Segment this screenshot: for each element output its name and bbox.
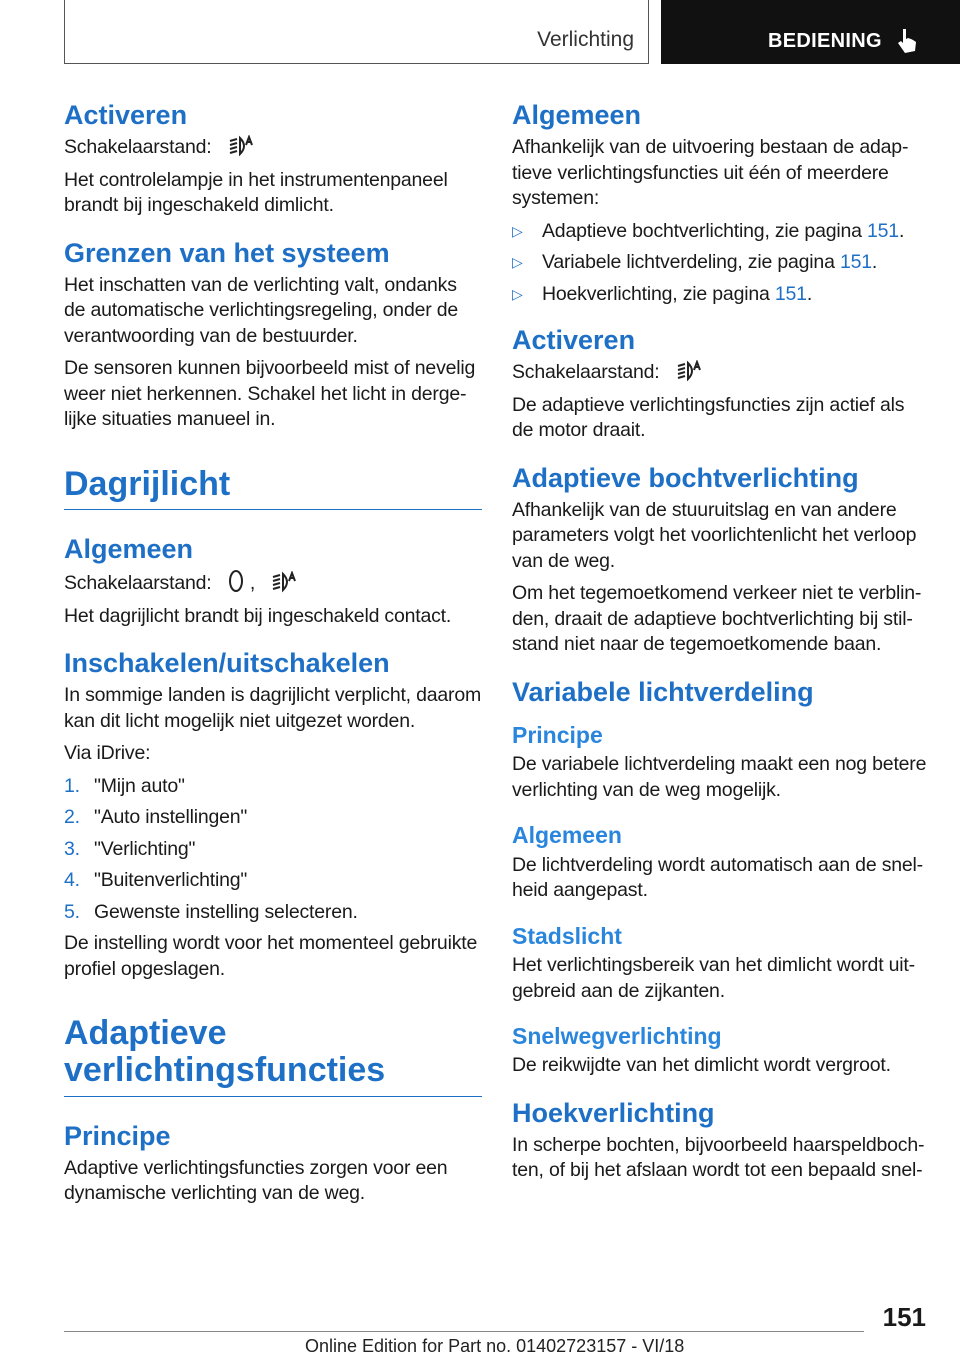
paragraph: De reikwijdte van het dimlicht wordt vergroot.	[512, 1054, 891, 1077]
paragraph: Het inschatten van de verlichting valt, ondanks de automatische verlichtingsregeling, onder de verantwoording van de bestuurder.	[64, 273, 459, 347]
switch-position-line: Schakelaarstand: ,	[64, 569, 482, 597]
list-item: 1. "Mijn auto"	[64, 774, 185, 797]
left-column	[64, 100, 482, 1214]
right-column	[512, 100, 928, 1191]
edition-footer: Online Edition for Part no. 01402723157 - VI/18	[305, 1336, 685, 1356]
footer-divider	[64, 1331, 864, 1332]
list-item: 5. Gewenste instelling selecteren.	[64, 900, 358, 923]
paragraph: In sommige landen is dagrijlicht verplicht, daarom kan dit licht mogelijk niet uitgezet worden.	[64, 684, 482, 732]
pointing-hand-icon	[895, 28, 919, 54]
paragraph: Het controlelampje in het instrumentenpaneel brandt bij ingeschakeld dimlicht.	[64, 168, 448, 217]
subheading-snelwegverlichting: Snelwegverlichting	[512, 1023, 722, 1049]
paragraph: Via iDrive:	[64, 742, 151, 765]
paragraph: De adaptieve verlichtingsfuncties zijn actief als de motor draait.	[512, 393, 905, 442]
paragraph: Adaptive verlichtingsfuncties zorgen voor een dynamische verlichting van de weg.	[64, 1156, 448, 1205]
low-beam-auto-icon	[675, 360, 703, 382]
adaptive-systems-list	[512, 219, 928, 308]
subheading-stadslicht: Stadslicht	[512, 922, 622, 949]
heading-principe: Principe	[64, 1120, 171, 1151]
low-beam-auto-icon	[270, 571, 298, 593]
subheading-principe: Principe	[512, 721, 603, 748]
low-beam-auto-icon	[227, 135, 255, 157]
list-item: 3. "Verlichting"	[64, 837, 196, 860]
list-item: ▷ Hoekverlichting, zie pagina 151.	[512, 282, 928, 308]
heading-algemeen: Algemeen	[64, 533, 194, 564]
list-item: 2. "Auto instellingen"	[64, 806, 248, 829]
paragraph: Het dagrijlicht brandt bij ingeschakeld contact.	[64, 604, 452, 627]
paragraph: Het verlichtingsbereik van het dimlicht wordt uitgebreid aan de zijkanten.	[512, 954, 916, 1002]
paragraph: De sensoren kunnen bijvoorbeeld mist of nevelig weer niet herkennen. Schakel het licht in dergelijke situaties manueel in.	[64, 357, 476, 431]
heading-inschakelen: Inschakelen/uitschakelen	[64, 648, 390, 679]
triangle-bullet-icon: ▷	[512, 222, 523, 239]
page-reference-link[interactable]: 151	[774, 282, 807, 305]
idrive-steps	[64, 774, 482, 926]
page-reference-link[interactable]: 151	[839, 251, 872, 274]
heading-activeren: Activeren	[512, 325, 636, 356]
list-item: ▷ Adaptieve bochtverlichting, zie pagina 151.	[512, 219, 928, 245]
triangle-bullet-icon: ▷	[512, 254, 523, 271]
section-header-box	[64, 0, 649, 64]
section-title: Verlichting	[537, 28, 634, 51]
heading-activeren: Activeren	[64, 100, 188, 130]
switch-position-line: Schakelaarstand:	[64, 135, 482, 161]
paragraph: Om het tegemoetkomend verkeer niet te verblinden, draait de adaptieve bochtverlichting bij stilstand niet naar de tegemoetkomende baan.	[512, 582, 922, 656]
heading-adaptieve-bochtverlichting: Adaptieve bochtverlichting	[512, 462, 859, 493]
list-item: ▷ Variabele lichtverdeling, zie pagina 151.	[512, 250, 928, 276]
paragraph: Afhankelijk van de uitvoering bestaan de adaptieve verlichtingsfuncties uit één of meerdere systemen:	[512, 136, 909, 210]
paragraph: De lichtverdeling wordt automatisch aan de snelheid aangepast.	[512, 853, 924, 902]
paragraph: De instelling wordt voor het momenteel gebruikte profiel opgeslagen.	[64, 932, 478, 980]
paragraph: In scherpe bochten, bijvoorbeeld haarspeldbochten, of bij het afslaan wordt tot een bepaald snel-	[512, 1133, 925, 1182]
heading-dagrijlicht: Dagrijlicht	[64, 466, 482, 510]
switch-position-line: Schakelaarstand:	[512, 360, 928, 386]
heading-grenzen: Grenzen van het systeem	[64, 237, 390, 268]
heading-adaptieve-verlichtingsfuncties: Adaptieve verlichtingsfuncties	[64, 1015, 482, 1097]
chapter-tab	[661, 0, 960, 64]
heading-algemeen: Algemeen	[512, 100, 642, 130]
page-header	[0, 0, 960, 66]
page-reference-link[interactable]: 151	[867, 219, 899, 242]
paragraph: De variabele lichtverdeling maakt een nog betere verlichting van de weg mogelijk.	[512, 753, 927, 801]
list-item: 4. "Buitenverlichting"	[64, 869, 248, 892]
triangle-bullet-icon: ▷	[512, 285, 523, 302]
subheading-algemeen: Algemeen	[512, 822, 622, 849]
off-position-icon	[227, 569, 245, 593]
heading-hoekverlichting: Hoekverlichting	[512, 1097, 715, 1128]
page-number: 151	[882, 1302, 926, 1332]
chapter-title: BEDIENING	[768, 30, 882, 52]
heading-variabele-lichtverdeling: Variabele lichtverdeling	[512, 676, 814, 707]
paragraph: Afhankelijk van de stuuruitslag en van andere parameters volgt het voorlichtenlicht het verloop van de weg.	[512, 498, 917, 572]
